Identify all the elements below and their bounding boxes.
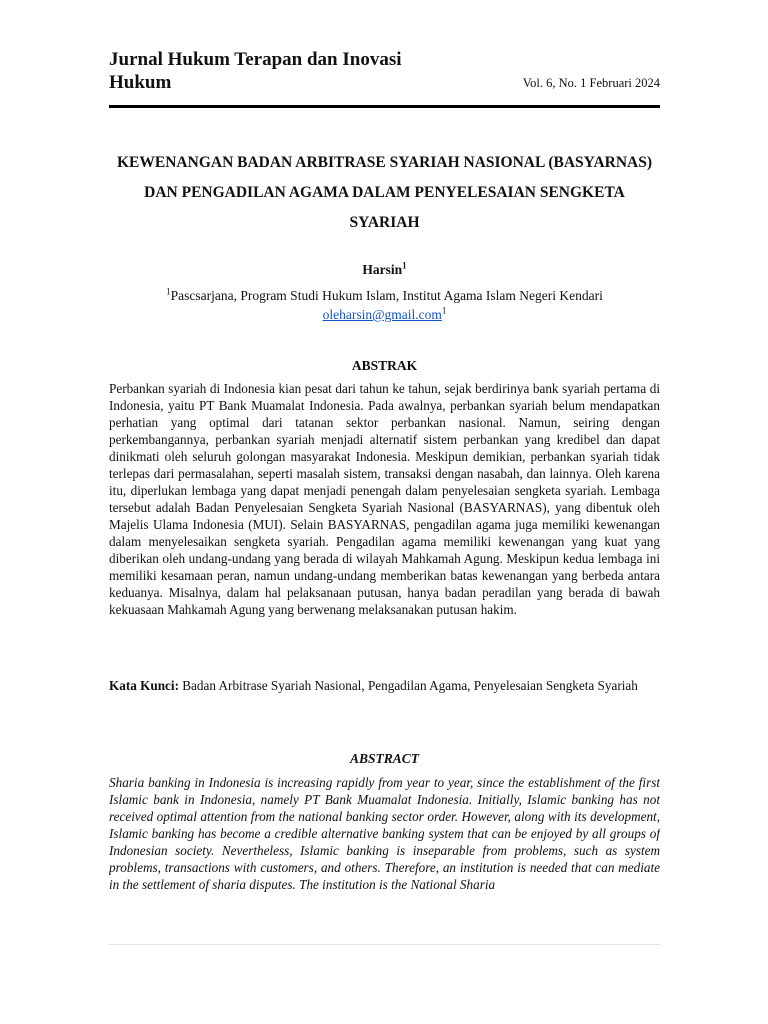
issue-info: Vol. 6, No. 1 Februari 2024 (522, 76, 660, 90)
footer-divider (109, 944, 660, 945)
affiliation-line (109, 287, 660, 305)
abstrak-heading: ABSTRAK (351, 358, 418, 373)
affiliation-text: Pascsarjana, Program Studi Hukum Islam, Institut Agama Islam Negeri Kendari (170, 288, 603, 303)
author-superscript: 1 (402, 260, 407, 271)
journal-name: Jurnal Hukum Terapan dan Inovasi Hukum (109, 49, 402, 93)
abstract-heading: ABSTRACT (349, 751, 420, 766)
keywords-line (109, 677, 660, 694)
abstract-body: Sharia banking in Indonesia is increasing rapidly from year to year, since the establishment of the first Islamic bank in Indonesia, namely PT Bank Muamalat Indonesia. Initially, Islamic banking has not received optimal attention from the national banking sector order. However, along with its development, Islamic banking has become a credible alternative banking system that can be enjoyed by all groups of Indonesian society. Nevertheless, Islamic banking is inseparable from problems, such as system problems, transactions with customers, and others. Therefore, an institution is needed that can mediate in the settlement of sharia disputes. The institution is the National Sharia (109, 775, 660, 892)
keywords-text: Badan Arbitrase Syariah Nasional, Pengadilan Agama, Penyelesaian Sengketa Syariah (182, 678, 638, 693)
document-page (109, 0, 660, 1024)
header-divider (109, 105, 660, 108)
article-title: KEWENANGAN BADAN ARBITRASE SYARIAH NASIONAL (BASYARNAS) DAN PENGADILAN AGAMA DALAM PENYELESAIAN SENGKETA SYARIAH (117, 154, 652, 231)
email-superscript: 1 (441, 305, 447, 316)
email-line (109, 306, 660, 324)
author-line (109, 261, 660, 279)
abstrak-body: Perbankan syariah di Indonesia kian pesat dari tahun ke tahun, sejak berdirinya bank syariah pertama di Indonesia, yaitu PT Bank Muamalat Indonesia. Pada awalnya, perbankan syariah belum mendapatkan perhatian yang optimal dari tatanan sektor perbankan nasional. Namun, seiring dengan perkembangannya, perbankan syariah menjadi alternatif sistem perbankan yang kredibel dan dapat dinikmati oleh seluruh golongan masyarakat Indonesia. Meskipun demikian, perbankan syariah tidak terlepas dari permasalahan, seperti masalah sistem, transaksi dengan nasabah, dan lainnya. Oleh karena itu, diperlukan lembaga yang dapat menjadi penengah dalam penyelesaian sengketa syariah. Lembaga tersebut adalah Badan Penyelesaian Sengketa Syariah Nasional (BASYARNAS), yang dibentuk oleh Majelis Ulama Indonesia (MUI). Selain BASYARNAS, pengadilan agama juga memiliki kewenangan dalam menyelesaikan sengketa syariah. Pengadilan agama memiliki kewenangan yang kuat yang diberikan oleh undang-undang yang berada di wilayah Mahkamah Agung. Meskipun kedua lembaga ini memiliki kesamaan peran, namun undang-undang memberikan batas kewenangan yang berbeda antara keduanya. Misalnya, dalam hal pelaksanaan putusan, hanya badan peradilan yang berada di bawah kekuasaan Mahkamah Agung yang berwenang melaksanakan putusan hakim. (109, 381, 660, 617)
email-link[interactable]: oleharsin@gmail.com (322, 307, 442, 322)
affiliation-superscript: 1 (166, 286, 171, 297)
author-name: Harsin (362, 262, 403, 277)
keywords-label: Kata Kunci: (109, 678, 179, 693)
